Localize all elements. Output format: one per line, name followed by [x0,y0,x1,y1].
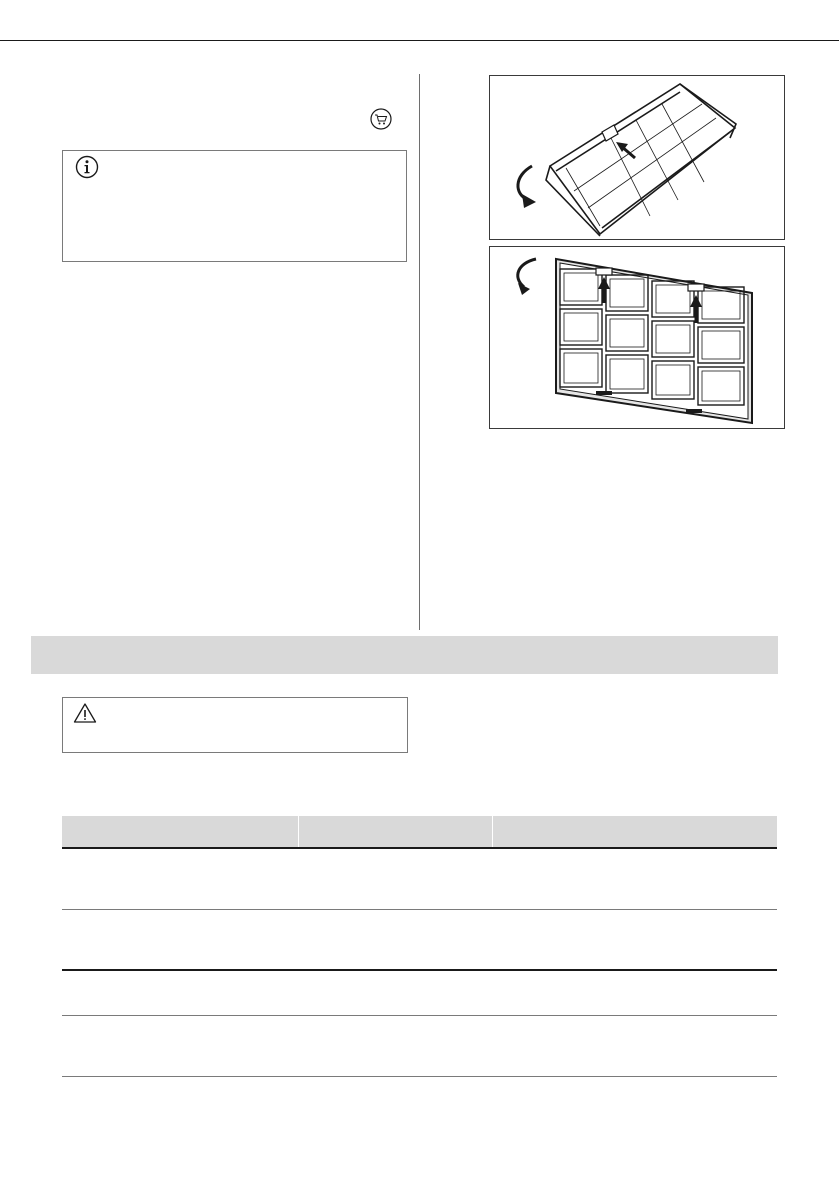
table-header-cell [299,816,493,847]
table-header-cell [493,816,777,847]
table-row [62,1016,777,1077]
table-row [62,849,777,910]
filter-removal-illustration [489,75,785,240]
troubleshooting-table [62,816,777,1077]
filter-grid-illustration [489,246,785,429]
section-heading-band [31,636,778,674]
warning-box [62,697,408,753]
top-rule [0,40,839,41]
table-row [62,910,777,971]
info-icon [75,155,99,179]
info-note-box [62,150,407,262]
table-row [62,971,777,1016]
warning-icon [73,702,97,724]
table-header [62,816,777,849]
table-header-cell [62,816,299,847]
column-divider [419,74,420,630]
shopping-cart-icon [370,108,392,130]
